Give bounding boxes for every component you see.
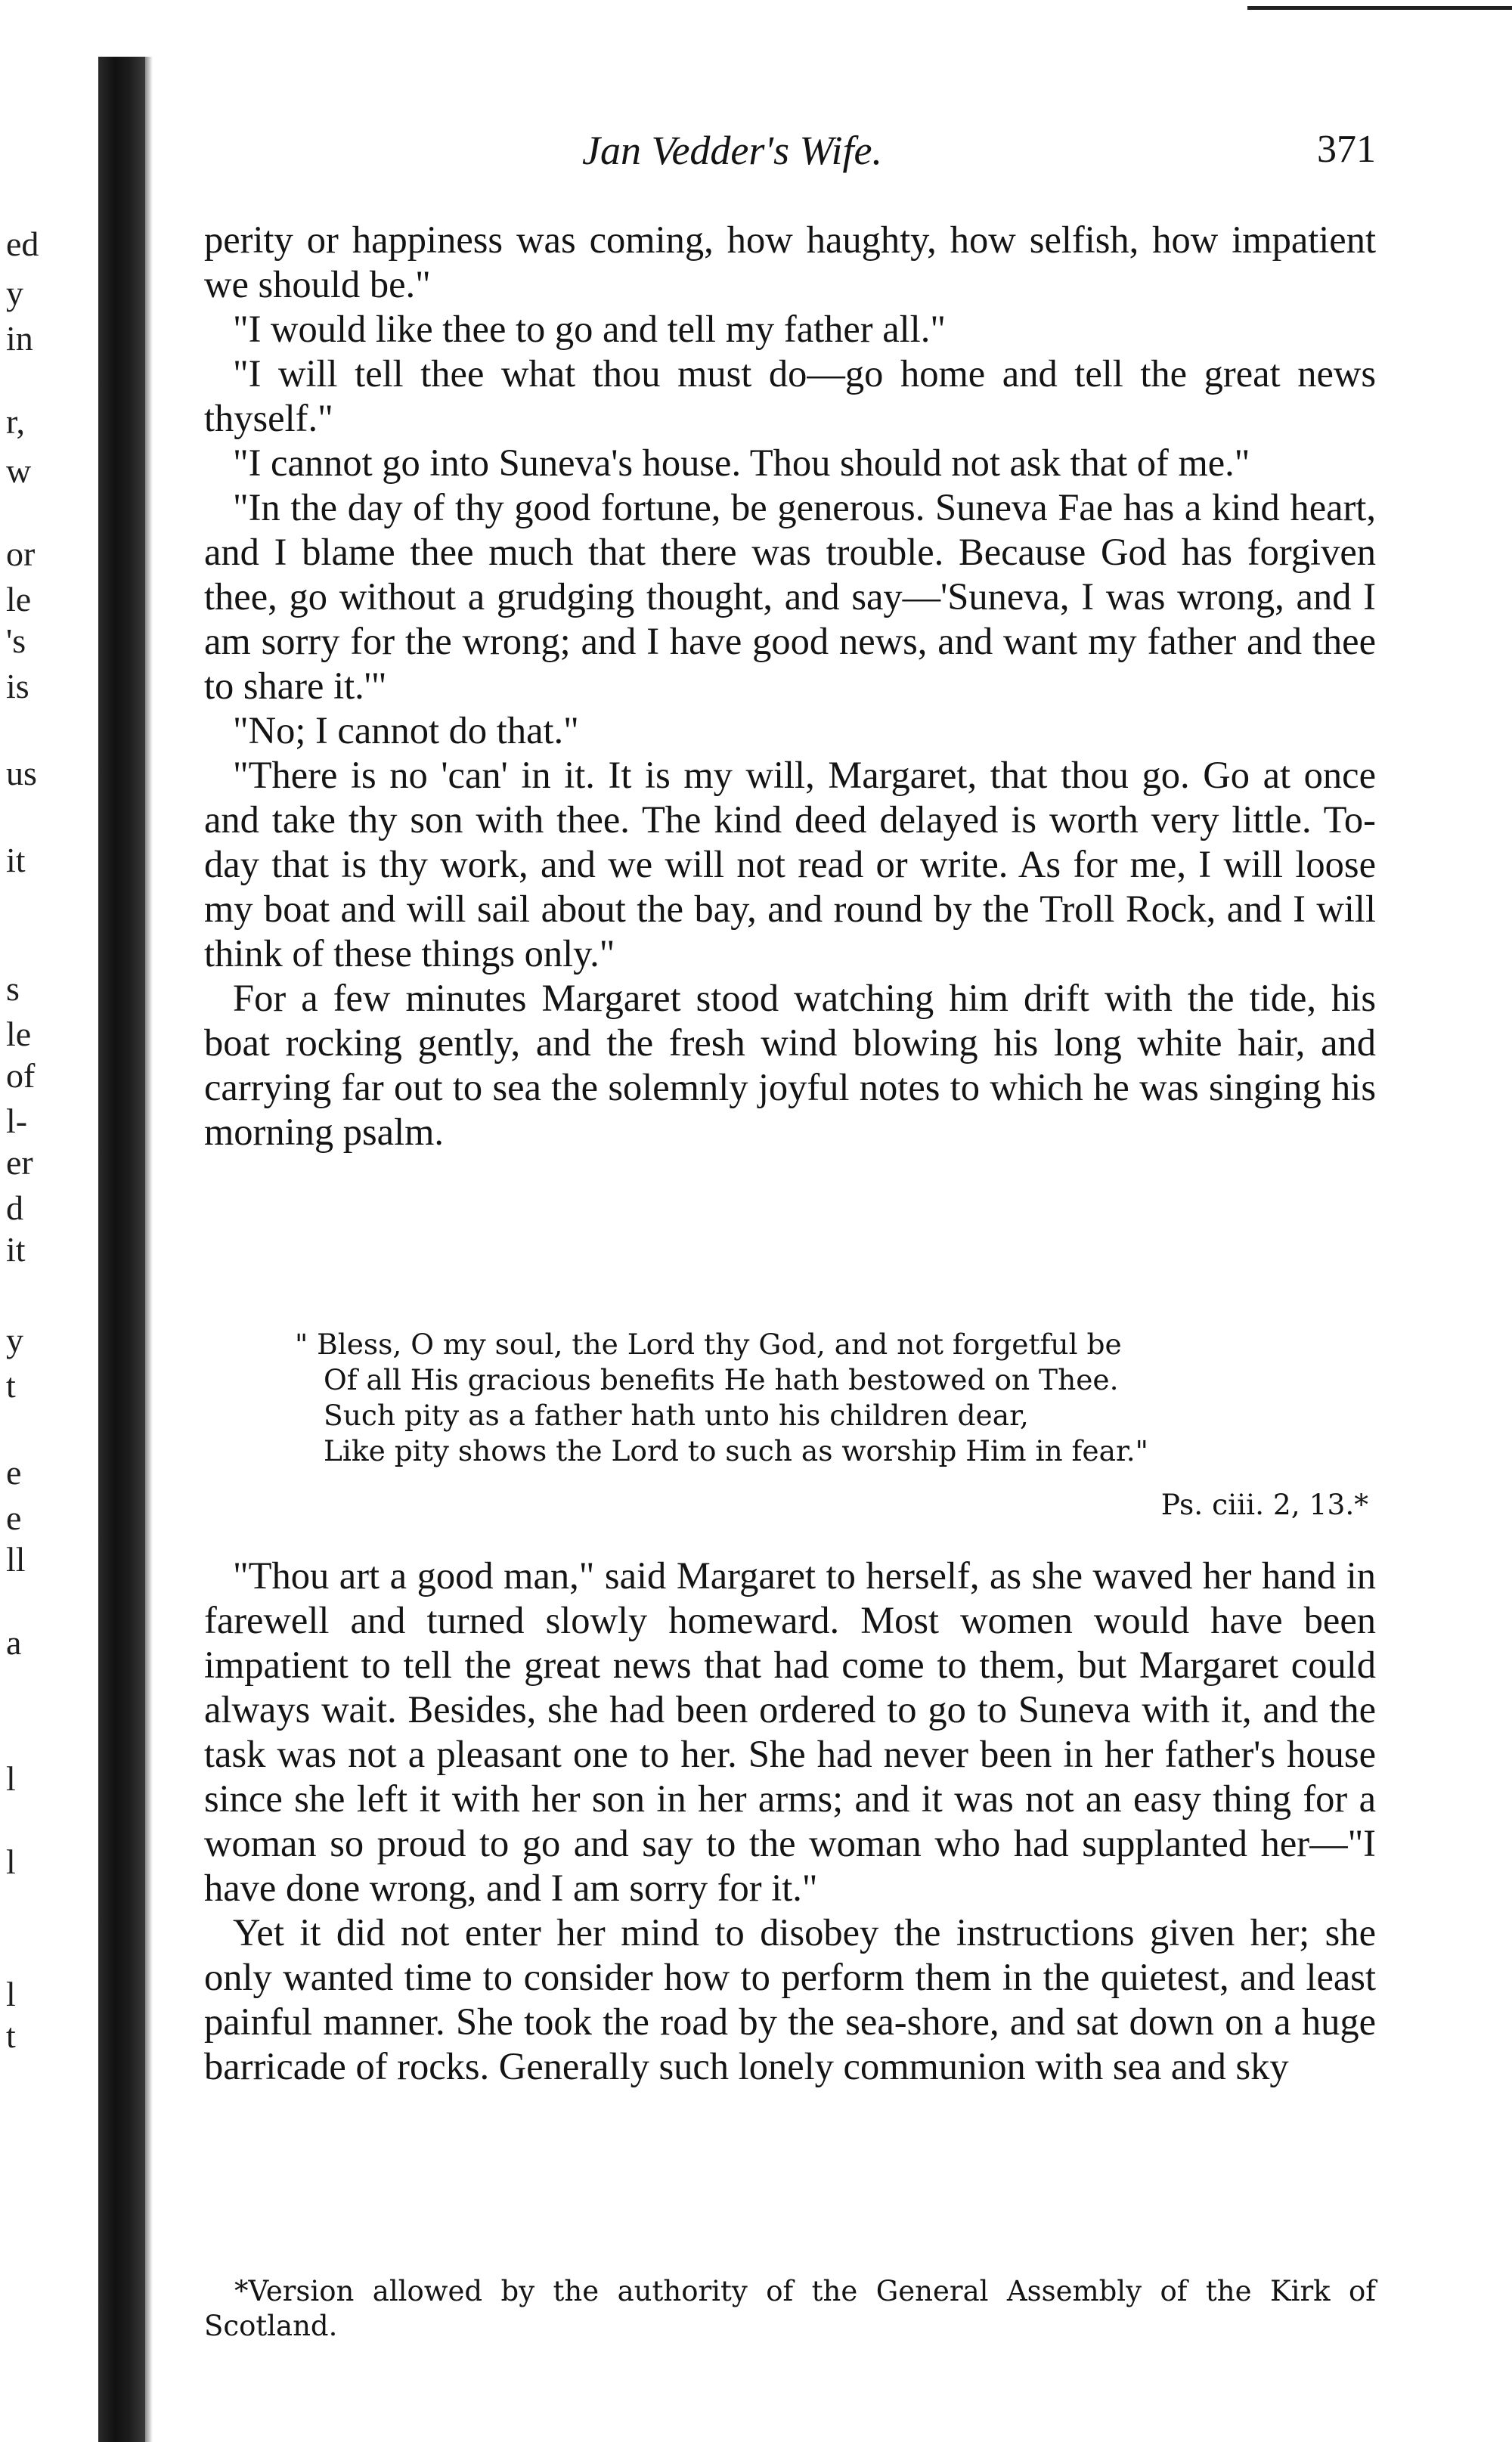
- top-edge-rule: [1247, 6, 1512, 10]
- paragraph: perity or happiness was coming, how haughty, how selfish, how impatient we should be.": [204, 218, 1376, 305]
- bleed-letter: l: [6, 1842, 16, 1881]
- binding-gutter: [98, 57, 145, 2442]
- bleed-letter: is: [6, 667, 29, 705]
- bleed-letter: e: [6, 1498, 22, 1537]
- bleed-letter: le: [6, 1015, 32, 1053]
- facing-page-bleed: [0, 0, 94, 2442]
- verse-line: " Bless, O my soul, the Lord thy God, and not forgetful be: [295, 1328, 1122, 1361]
- verse-line: Like pity shows the Lord to such as worship Him in fear.": [324, 1434, 1148, 1467]
- paragraph: "I cannot go into Suneva's house. Thou should not ask that of me.": [233, 442, 1250, 484]
- bleed-letter: y: [6, 274, 23, 312]
- bleed-letter: l: [6, 1759, 16, 1798]
- bleed-letter: w: [6, 451, 32, 490]
- bleed-letter: in: [6, 319, 33, 358]
- bleed-letter: y: [6, 1321, 23, 1359]
- bleed-letter: le: [6, 580, 32, 618]
- bleed-letter: l: [6, 1975, 16, 2013]
- verse-line: Of all His gracious benefits He hath bestowed on Thee.: [324, 1363, 1119, 1396]
- bleed-letter: t: [6, 1366, 16, 1405]
- bleed-letter: 's: [6, 621, 26, 660]
- paragraph: "No; I cannot do that.": [233, 709, 579, 752]
- paragraph: "I will tell thee what thou must do—go home and tell the great news thyself.": [204, 352, 1376, 439]
- psalm-reference: Ps. ciii. 2, 13.*: [1160, 1488, 1368, 1521]
- footnote: *Version allowed by the authority of the General Assembly of the Kirk of Scotland.: [204, 2275, 1376, 2342]
- bleed-letter: e: [6, 1453, 22, 1492]
- running-title: Jan Vedder's Wife.: [582, 128, 882, 173]
- page-number: 371: [1317, 128, 1376, 171]
- paragraph: "In the day of thy good fortune, be generous. Suneva Fae has a kind heart, and I blame thee much that there was trouble. Because God has forgiven thee, go without a grudging thought, and say—'Suneva, I was wrong, and I am sorry for the wrong; and I have good news, and want my father and thee to share it.'": [204, 486, 1376, 707]
- paragraph: Yet it did not enter her mind to disobey the instructions given her; she only wanted time to consider how to perform them in the quietest, and least painful manner. She took the road by the sea-shore, and sat down on a huge barricade of rocks. Generally such lonely communion with sea and sky: [204, 1911, 1376, 2087]
- bleed-letter: a: [6, 1623, 22, 1662]
- body-text-top: [204, 218, 1376, 1154]
- bleed-letter: er: [6, 1143, 33, 1182]
- bleed-letter: it: [6, 1230, 26, 1269]
- body-text-bottom: [204, 1554, 1376, 2089]
- bleed-letter: d: [6, 1188, 23, 1227]
- psalm-quotation: [295, 1327, 1368, 1521]
- bleed-letter: it: [6, 841, 26, 879]
- bleed-letter: l-: [6, 1102, 28, 1140]
- bleed-letter: us: [6, 754, 37, 792]
- paragraph: "Thou art a good man," said Margaret to herself, as she waved her hand in farewell and turned slowly homeward. Most women would have been impatient to tell the great news that had come to them, but Margaret could always wait. Besides, she had been ordered to go to Suneva with it, and the task was not a pleasant one to her. She had never been in her father's house since she left it with her son in her arms; and it was not an easy thing for a woman so proud to go and say to the woman who had supplanted her—"I have done wrong, and I am sorry for it.": [204, 1554, 1376, 1909]
- page-header: [204, 127, 1376, 180]
- bleed-letter: or: [6, 535, 36, 573]
- bleed-letter: ed: [6, 225, 39, 263]
- verse-line: Such pity as a father hath unto his children dear,: [324, 1399, 1029, 1432]
- bleed-letter: t: [6, 2016, 16, 2055]
- bleed-letter: s: [6, 969, 20, 1008]
- paragraph: For a few minutes Margaret stood watching him drift with the tide, his boat rocking gently, and the fresh wind blowing his long white hair, and carrying far out to sea the solemnly joyful notes to which he was singing his morning psalm.: [204, 977, 1376, 1153]
- paragraph: "There is no 'can' in it. It is my will, Margaret, that thou go. Go at once and take thy son with thee. The kind deed delayed is worth very little. To-day that is thy work, and we will not read or write. As for me, I will loose my boat and will sail about the bay, and round by the Troll Rock, and I will think of these things only.": [204, 754, 1376, 975]
- bleed-letter: r,: [6, 402, 25, 441]
- paragraph: "I would like thee to go and tell my father all.": [233, 308, 946, 350]
- bleed-letter: ll: [6, 1540, 26, 1579]
- bleed-letter: of: [6, 1056, 36, 1095]
